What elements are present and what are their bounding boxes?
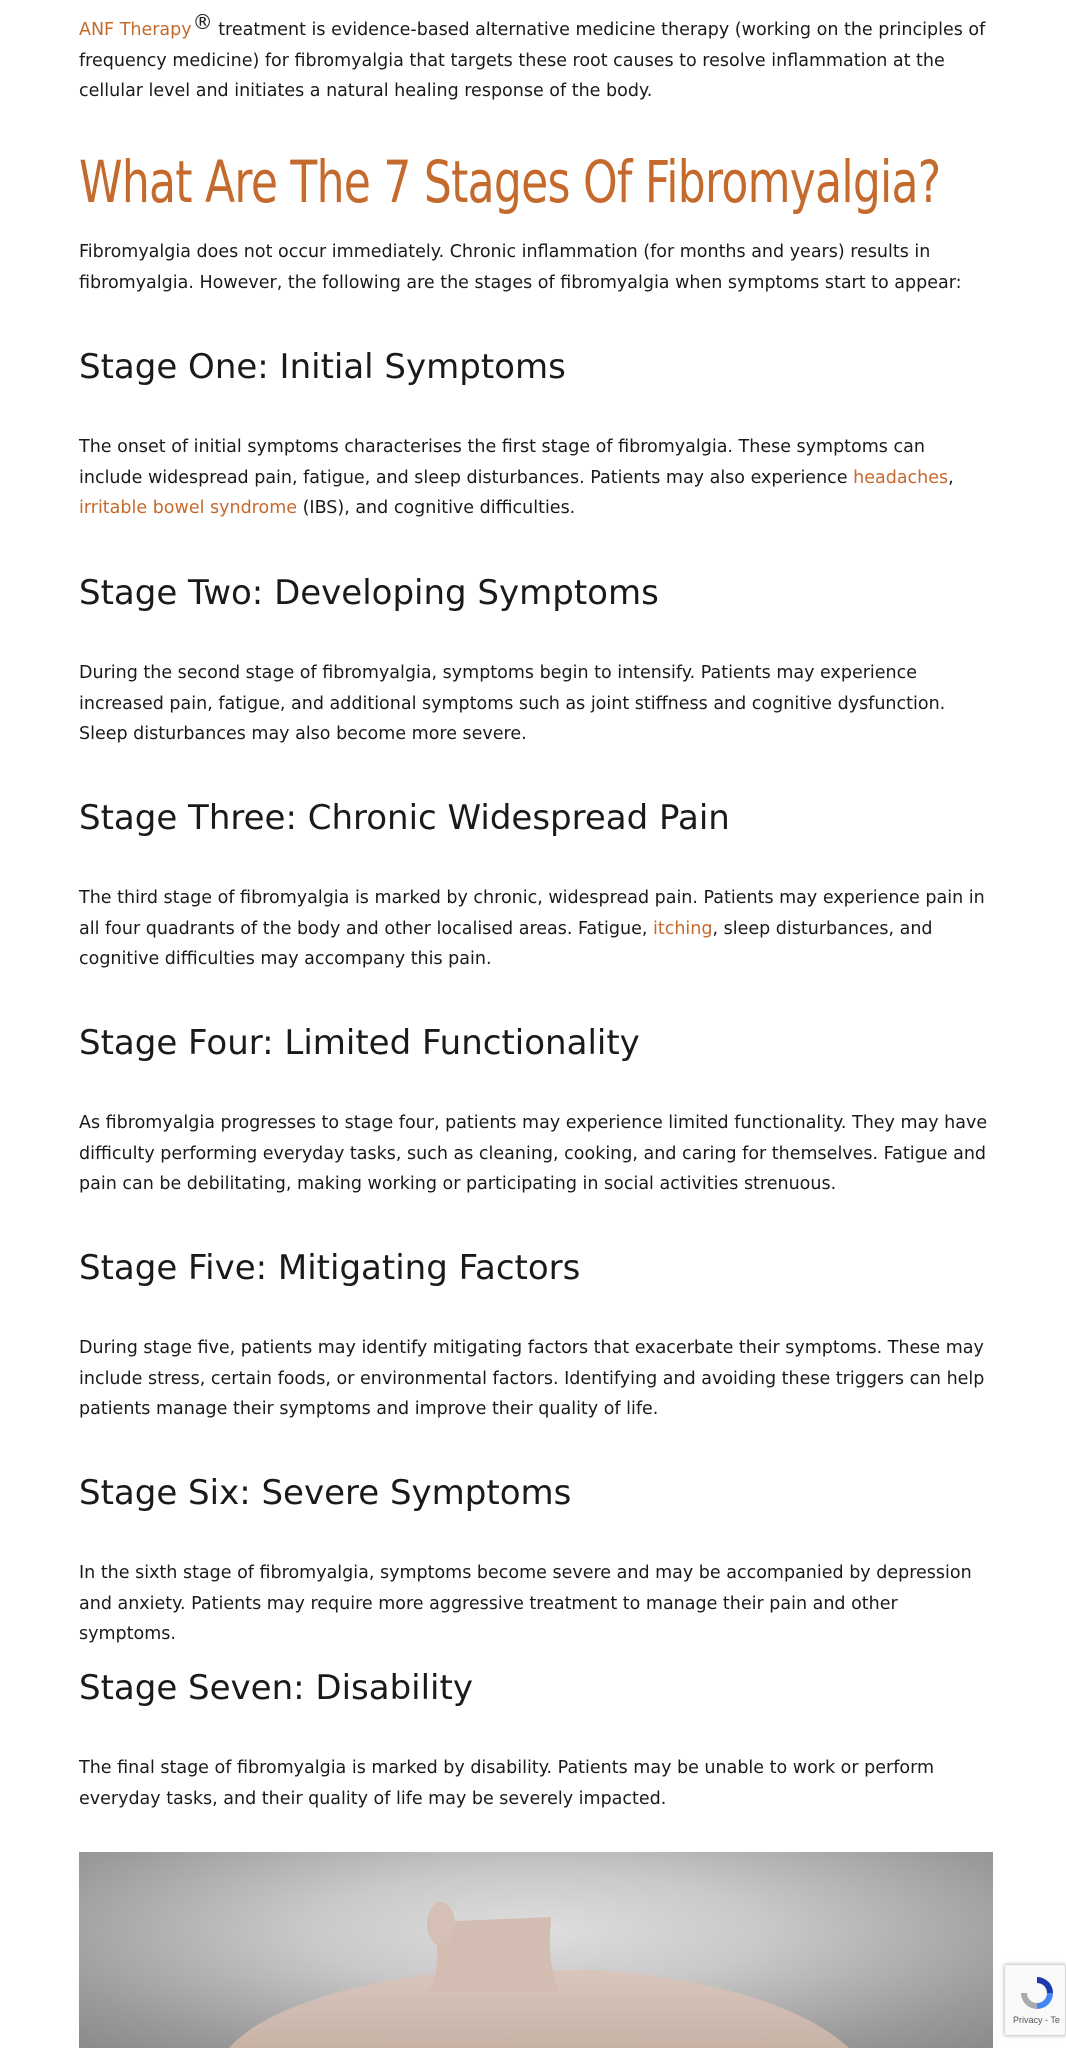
stage-two-heading: Stage Two: Developing Symptoms xyxy=(79,573,659,613)
stage-five-heading: Stage Five: Mitigating Factors xyxy=(79,1248,581,1288)
intro-text: treatment is evidence-based alternative medicine therapy (working on the principles of frequency medicine) for fibromyalgia that targets these root causes to resolve inflammation at the cellular level and initiates a natural healing response of the body. xyxy=(79,20,986,102)
itching-link[interactable]: itching xyxy=(653,918,713,939)
stage-one-text: The onset of initial symptoms characterises the first stage of fibromyalgia. These symptoms can include widespread pain, fatigue, and sleep disturbances. Patients may also experience headaches, irritable bowel syndrome (IBS), and cognitive difficulties. xyxy=(79,437,954,519)
neck-pain-photo xyxy=(79,1852,993,2048)
recaptcha-icon xyxy=(1017,1973,1057,2013)
stage-seven-heading: Stage Seven: Disability xyxy=(79,1668,473,1708)
registered-mark: ® xyxy=(192,10,213,34)
stage-seven-text: The final stage of fibromyalgia is marked by disability. Patients may be unable to work or perform everyday tasks, and their quality of life may be severely impacted. xyxy=(79,1758,935,1809)
lead-paragraph: Fibromyalgia does not occur immediately. Chronic inflammation (for months and years) results in fibromyalgia. However, the following are the stages of fibromyalgia when symptoms start to appear: xyxy=(79,242,962,293)
headaches-link[interactable]: headaches xyxy=(853,467,949,488)
stage-six-text: In the sixth stage of fibromyalgia, symptoms become severe and may be accompanied by depression and anxiety. Patients may require more aggressive treatment to manage their pain and other symptoms. xyxy=(79,1563,972,1645)
stage-two-text: During the second stage of fibromyalgia, symptoms begin to intensify. Patients may experience increased pain, fatigue, and additional symptoms such as joint stiffness and cognitive dysfunction. Sleep disturbances may also become more severe. xyxy=(79,663,946,745)
recaptcha-privacy-label[interactable]: Privacy - Te xyxy=(1013,2015,1060,2025)
stage-five-text: During stage five, patients may identify mitigating factors that exacerbate their symptoms. These may include stress, certain foods, or environmental factors. Identifying and avoiding these triggers can help patients manage their symptoms and improve their quality of life. xyxy=(79,1338,985,1420)
neck-pain-illustration xyxy=(79,1852,993,2048)
recaptcha-badge[interactable] xyxy=(1004,1964,1066,2036)
irritable-bowel-syndrome-link[interactable]: irritable bowel syndrome xyxy=(79,498,298,519)
stage-six-heading: Stage Six: Severe Symptoms xyxy=(79,1473,572,1513)
anf-therapy-link[interactable]: ANF Therapy xyxy=(79,20,192,40)
stage-one-heading: Stage One: Initial Symptoms xyxy=(79,347,566,387)
stage-four-heading: Stage Four: Limited Functionality xyxy=(79,1023,640,1063)
intro-paragraph xyxy=(79,10,993,107)
stage-three-heading: Stage Three: Chronic Widespread Pain xyxy=(79,798,730,838)
stage-four-text: As fibromyalgia progresses to stage four, patients may experience limited functionality. They may have difficulty performing everyday tasks, such as cleaning, cooking, and caring for themselves. Fatigue and pain can be debilitating, making working or participating in social activities strenuous. xyxy=(79,1113,988,1195)
page-title: What Are The 7 Stages Of Fibromyalgia? xyxy=(79,148,941,216)
stage-three-text: The third stage of fibromyalgia is marked by chronic, widespread pain. Patients may experience pain in all four quadrants of the body and other localised areas. Fatigue, itching, sleep disturbances, and cognitive difficulties may accompany this pain. xyxy=(79,888,985,970)
